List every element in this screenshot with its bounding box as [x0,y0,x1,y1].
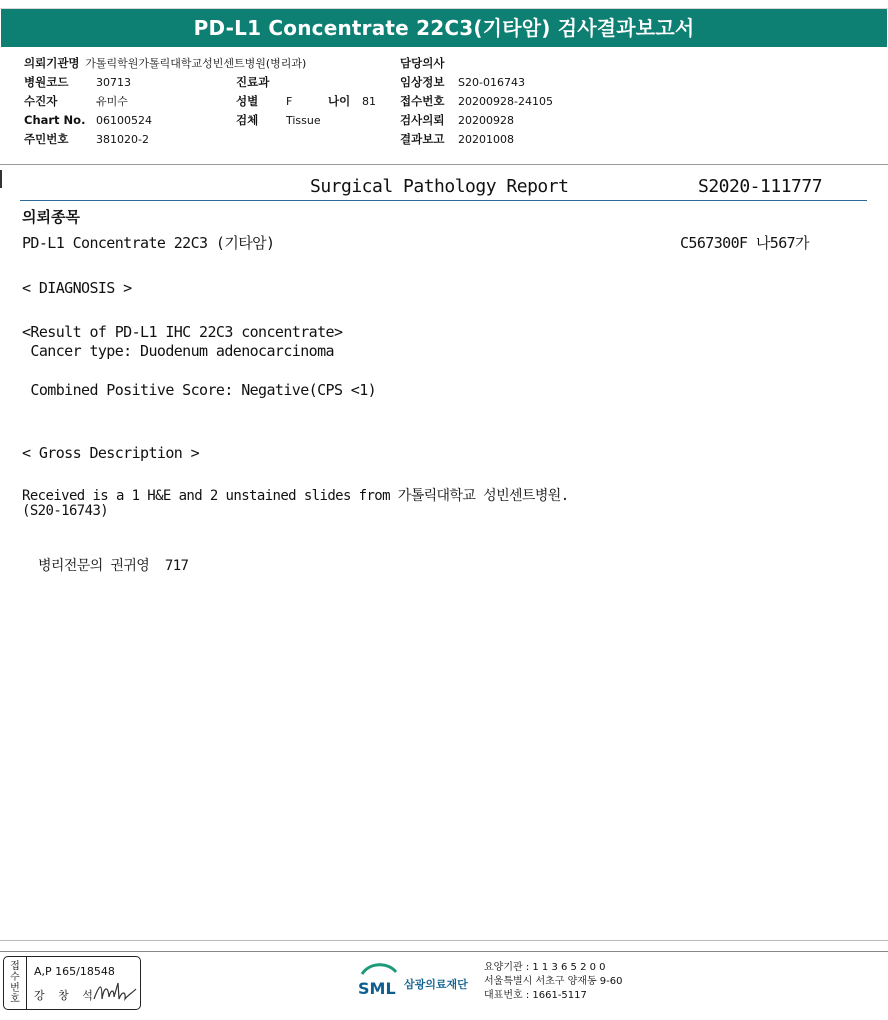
gross-line-2: (S20-16743) [22,503,109,519]
receipt-no-label: 접수번호 [400,94,445,108]
receipt-stamp [3,956,141,1010]
doctor-label: 담당의사 [400,56,445,70]
request-date-value: 20200928 [458,114,514,127]
request-item: PD-L1 Concentrate 22C3 (기타암) [22,234,275,252]
age-label: 나이 [328,94,351,108]
header-divider [0,164,888,165]
org-code: 요양기관 : 1 1 3 6 5 2 0 0 [484,962,606,973]
report-heading: Surgical Pathology Report [310,176,569,197]
hospital-code-value: 30713 [96,76,131,89]
institution-label: 의뢰기관명 [24,56,80,70]
resident-no-value: 381020-2 [96,133,149,146]
org-phone: 대표번호 : 1661-5117 [484,990,587,1001]
report-date-value: 20201008 [458,133,514,146]
result-heading: <Result of PD-L1 IHC 22C3 concentrate> [22,323,343,341]
pathologist-signature: 병리전문의 권귀영 717 [38,558,189,574]
resident-no-label: 주민번호 [24,132,69,146]
chart-no-value: 06100524 [96,114,152,127]
report-heading-rule [20,200,867,201]
org-name: 삼광의료재단 [404,978,468,991]
department-label: 진료과 [236,75,270,89]
report-number: S2020-111777 [698,176,823,197]
hospital-code-label: 병원코드 [24,75,69,89]
stamp-side-label: 접수번호 [10,961,20,1005]
sml-logo-text: SML [358,979,396,998]
stamp-side [4,957,27,1009]
left-margin-mark [0,170,2,188]
clinical-info-value: S20-016743 [458,76,525,89]
footer-rule-top [0,940,888,941]
patient-name-label: 수진자 [24,94,58,108]
top-strip [0,0,888,9]
gross-line-1: Received is a 1 H&E and 2 unstained slides from 가톨릭대학교 성빈센트병원. [22,488,569,504]
request-code: C567300F 나567가 [680,234,809,252]
request-date-label: 검사의뢰 [400,113,445,127]
sex-value: F [286,95,293,108]
signature-image [92,979,138,1005]
org-address: 서울특별시 서초구 양재동 9-60 [484,976,623,987]
stamp-ap: A,P 165/18548 [34,965,115,978]
stamp-name: 강 창 석 [34,989,98,1002]
sml-logo-icon [356,962,402,1000]
cancer-type: Cancer type: Duodenum adenocarcinoma [22,342,334,360]
report-title-bar: PD-L1 Concentrate 22C3(기타암) 검사결과보고서 [1,9,887,47]
clinical-info-label: 임상정보 [400,75,445,89]
age-value: 81 [362,95,376,108]
patient-info-right [400,54,553,149]
request-item-label: 의뢰종목 [22,208,80,226]
patient-name-value: 유미수 [96,95,128,108]
sex-label: 성별 [236,94,259,108]
receipt-no-value: 20200928-24105 [458,95,553,108]
specimen-value: Tissue [286,114,321,127]
report-date-label: 결과보고 [400,132,445,146]
combined-positive-score: Combined Positive Score: Negative(CPS <1) [22,381,377,399]
gross-heading: < Gross Description > [22,444,200,462]
chart-no-label: Chart No. [24,113,86,127]
footer-rule [0,951,888,952]
diagnosis-heading: < DIAGNOSIS > [22,279,132,297]
specimen-label: 검체 [236,113,259,127]
org-info [484,961,623,1003]
institution-value: 가톨릭학원가톨릭대학교성빈센트병원(병리과) [85,57,307,70]
patient-info-mid [236,73,376,130]
